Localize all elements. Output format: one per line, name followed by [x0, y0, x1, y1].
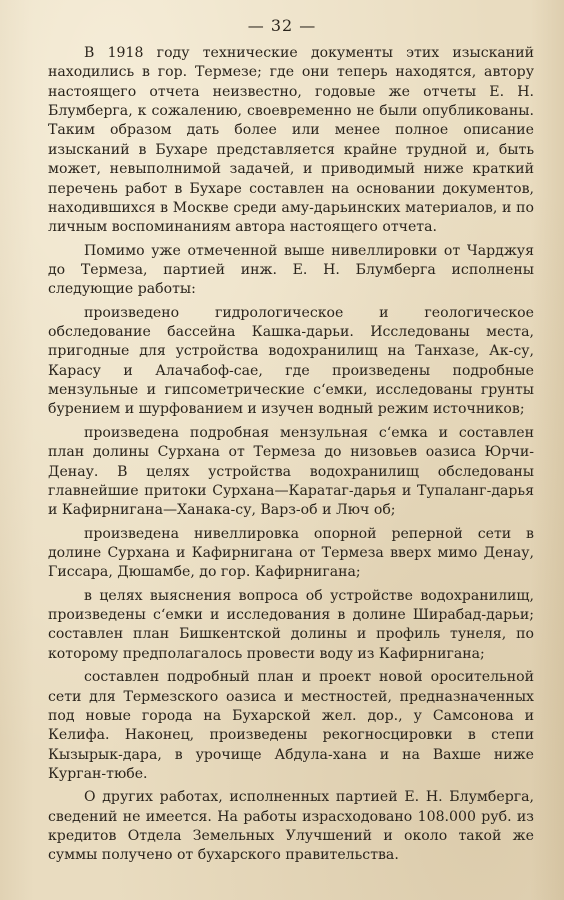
- paragraph-termez-irrigation: составлен подробный план и проект новой оросительной сети для Термезского оазиса и местностей, предназначенных под новые города на Бухарской жел. дор., у Самсонова и Келифа. Наконец, произведены рекогносцировки в степи Кызырык-дара, в урочище Абдула-хана и на Вахше ниже Курган-тюбе.: [48, 669, 534, 782]
- paragraph-works-list-intro: Помимо уже отмеченной выше нивеллировки от Чарджуя до Термеза, партией инж. Е. Н. Блумберга исполнены следующие работы:: [48, 242, 534, 298]
- paragraph-levelling: произведена нивеллировка опорной реперной сети в долине Сурхана и Кафирнигана от Термеза вверх мимо Денау, Гиссара, Дюшамбе, до гор. Кафирнигана;: [48, 525, 534, 581]
- page-number: — 32 —: [247, 16, 317, 35]
- body-text: [48, 44, 534, 866]
- paragraph-intro: В 1918 году технические документы этих изысканий находились в гор. Термезе; где они теперь находятся, автору настоящего отчета неизвестно, годовые же отчеты Е. Н. Блумберга, к сожалению, своевременно не были опубликованы. Таким образом дать более или менее полное описание изысканий в Бухаре представляется крайне трудной и, быть может, невыполнимой задачей, и приводимый ниже краткий перечень работ в Бухаре составлен на основании документов, находившихся в Москве среди аму-дарьинских материалов, и по личным воспоминаниям автора настоящего отчета.: [48, 45, 534, 236]
- paragraph-surkhan-survey: произведена подробная мензульная с‘емка и составлен план долины Сурхана от Термеза до низовьев оазиса Юрчи-Денау. В целях устройства водохранилищ обследованы главнейшие притоки Сурхана—Каратаг-дарья и Тупаланг-дарья и Кафирнигана—Ханака-су, Варз-об и Люч об;: [48, 424, 534, 519]
- paragraph-kashka-darya: произведено гидрологическое и геологическое обследование бассейна Кашка-дарьи. Исследованы места, пригодные для устройства водохранилищ на Танхазе, Ак-су, Карасу и Алачабоф-сае, где произведены подробные мензульные и гипсометрические с‘емки, исследованы грунты бурением и шурфованием и изучен водный режим источников;: [48, 304, 534, 418]
- paragraph-expenses: О других работах, исполненных партией Е. Н. Блумберга, сведений не имеется. На работы израсходовано 108.000 руб. из кредитов Отдела Земельных Улучшений и около такой же суммы получено от бухарского правительства.: [48, 789, 534, 864]
- paragraph-shirabad: в целях выяснения вопроса об устройстве водохранилищ, произведены с‘емки и исследования в долине Ширабад-дарьи; составлен план Бишкентской долины и профиль тунеля, по которому предполагалось провести воду из Кафирнигана;: [48, 587, 534, 662]
